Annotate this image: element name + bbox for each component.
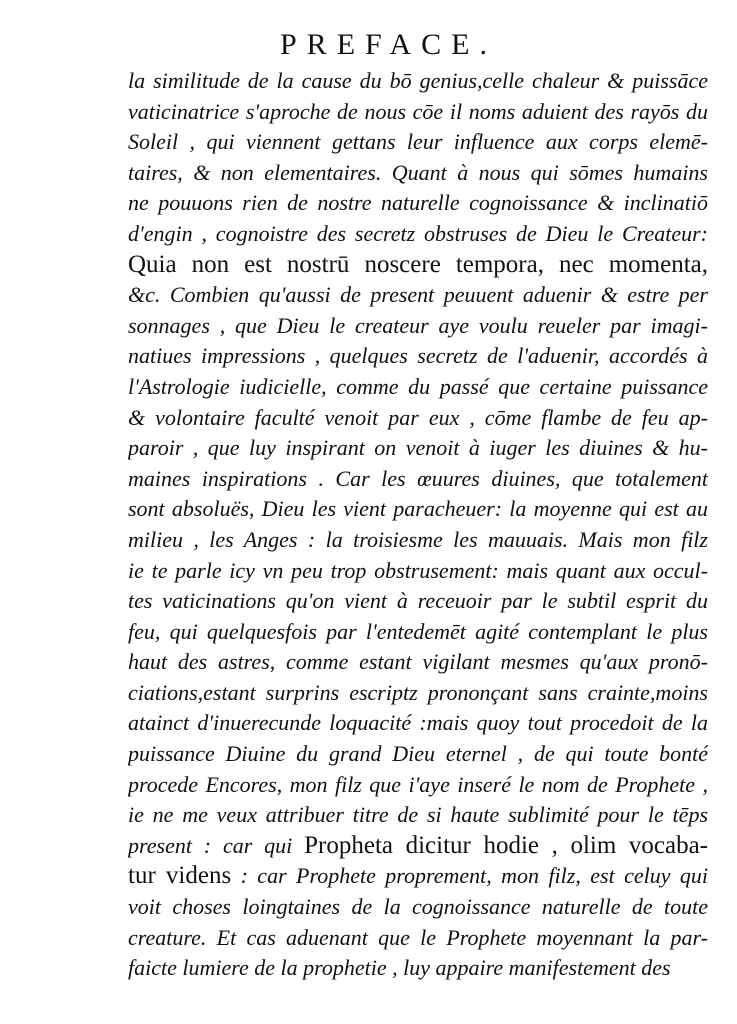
text-line: procede Encores, mon filz que i'aye inseré le nom de Prophete , [128, 771, 708, 797]
text-line: paroir , que luy inspirant on venoit à iuger les diuines & hu- [128, 435, 708, 461]
text-line: ciations,estant surprins escriptz prononçant sans crainte,moins [128, 679, 708, 705]
text-line: ne pouuons rien de nostre naturelle cognoissance & inclinatiō [128, 190, 708, 216]
text-line: milieu , les Anges : la troisiesme les mauuais. Mais mon filz [128, 526, 708, 552]
text-line: maines inspirations . Car les œuures diuines, que totalement [128, 465, 708, 491]
latin-fragment: tur videns [128, 862, 232, 890]
text-line: sonnages , que Dieu le createur aye voulu reueler par imagi- [128, 312, 708, 338]
text-line: sont absoluës, Dieu les vient paracheuer: la moyenne qui est au [128, 496, 708, 522]
text-line: &c. Combien qu'aussi de present peuuent aduenir & estre per [128, 282, 708, 308]
text-line: l'Astrologie iudicielle, comme du passé que certaine puissance [128, 373, 708, 399]
running-head: PREFACE. [280, 28, 497, 61]
latin-quotation-line: present : car qui Propheta dicitur hodie , olim vocaba- [128, 831, 708, 859]
text-line: taires, & non elementaires. Quant à nous qui sōmes humains [128, 159, 708, 185]
text-line: la similitude de la cause du bō genius,celle chaleur & puissāce [128, 68, 708, 93]
text-line: haut des astres, comme estant vigilant mesmes qu'aux pronō- [128, 649, 708, 675]
text-line: faicte lumiere de la prophetie , luy appaire manifestement des [128, 955, 671, 981]
text-line: & volontaire faculté venoit par eux , cōme flambe de feu ap- [128, 404, 708, 430]
text-line: natiues impressions , quelques secretz de l'aduenir, accordés à [128, 343, 708, 369]
body-text [128, 66, 708, 984]
text-line: d'engin , cognoistre des secretz obstruses de Dieu le Createur: [128, 220, 708, 246]
text-line: ie te parle icy vn peu trop obstrusement: mais quant aux occul- [128, 557, 708, 583]
text-line: creature. Et cas aduenant que le Prophete moyennant la par- [128, 924, 708, 950]
latin-quotation-line: Quia non est nostrū noscere tempora, nec momenta, [128, 250, 708, 278]
text-line: Soleil , qui viennent gettans leur influence aux corps elemē- [128, 129, 708, 155]
text-line: tes vaticinations qu'on vient à receuoir par le subtil esprit du [128, 588, 708, 614]
latin-quotation-line: tur videns : car Prophete proprement, mon filz, est celuy qui [128, 862, 708, 890]
text-line: atainct d'inuerecunde loquacité :mais quoy tout procedoit de la [128, 710, 708, 736]
text-line: puissance Diuine du grand Dieu eternel , de qui toute bonté [128, 741, 708, 767]
text-line: feu, qui quelquesfois par l'entedemēt agité contemplant le plus [128, 618, 708, 644]
text-line: vaticinatrice s'aproche de nous cōe il noms aduient des rayōs du [128, 98, 708, 124]
text-line: ie ne me veux attribuer titre de si haute sublimité pour le tēps [128, 802, 708, 828]
latin-fragment: Propheta dicitur hodie , olim vocaba- [304, 831, 708, 859]
text-line: voit choses loingtaines de la cognoissance naturelle de toute [128, 894, 708, 920]
